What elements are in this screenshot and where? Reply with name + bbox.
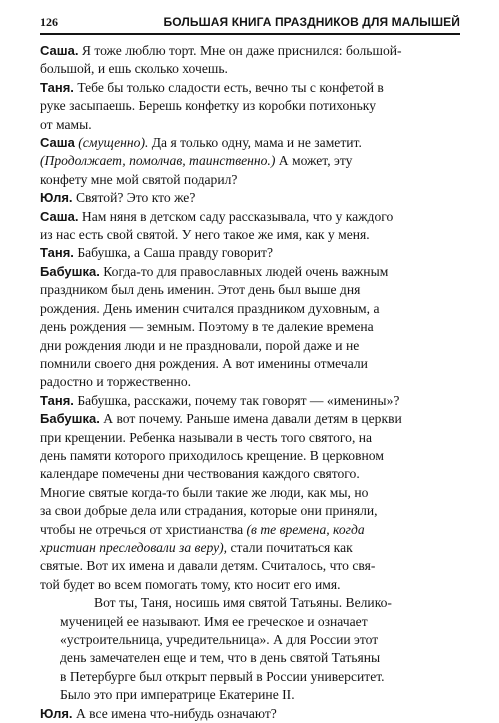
speaker-name: Юля. — [40, 705, 73, 721]
dialogue-text-line: руке засыпаешь. Берешь конфетку из коробки потихоньку — [40, 98, 377, 114]
dialogue-text-line: Было это при императрице Екатерине II. — [60, 687, 295, 703]
speaker-name: Бабушка. — [40, 263, 100, 279]
dialogue-text-line: Многие святые когда-то были такие же люди, как мы, но — [40, 484, 369, 500]
dialogue-line-sasha — [40, 208, 460, 245]
dialogue-text-line: праздником был день именин. Этот день был выше дня — [40, 282, 361, 298]
dialogue-text-line: Вот ты, Таня, носишь имя святой Татьяны. Велико- — [94, 595, 392, 611]
dialogue-text-line: календаре помечены дни чествования каждого святого. — [40, 466, 360, 482]
dialogue-text-line: Святой? Это кто же? — [75, 190, 196, 206]
dialogue-text-line: той будет во всем помогать тому, кто носит его имя. — [40, 576, 341, 592]
dialogue-text-line: Да я только одну, мама и не заметит. — [151, 135, 362, 151]
stage-direction: (смущенно). — [78, 135, 149, 151]
speaker-name: Юля. — [40, 190, 73, 206]
dialogue-text-line: из нас есть свой святой. У него такое же имя, как у меня. — [40, 227, 370, 243]
dialogue-line-grandma — [40, 410, 460, 594]
dialogue-text-line: чтобы не отречься от христианства — [40, 521, 244, 537]
dialogue-text-line: Я тоже люблю торт. Мне он даже приснился: большой- — [81, 43, 402, 58]
running-title: БОЛЬШАЯ КНИГА ПРАЗДНИКОВ ДЛЯ МАЛЫШЕЙ — [163, 15, 460, 29]
dialogue-line-grandma — [40, 263, 460, 392]
dialogue-continuation — [40, 594, 460, 704]
dialogue-text-line: «устроительница, учредительница». А для России этот — [60, 632, 379, 647]
dialogue-text-line: А может, эту — [278, 153, 353, 169]
dialogue-text-line: святые. Вот их имена и давали детям. Считалось, что свя- — [40, 558, 376, 574]
page-number: 126 — [40, 15, 58, 29]
dialogue-text-line: Бабушка, расскажи, почему так говорят — «именины»? — [77, 392, 400, 408]
dialogue-text-line: большой, и ешь сколько хочешь. — [40, 61, 228, 77]
speaker-name: Бабушка. — [40, 411, 100, 427]
dialogue-line-sasha — [40, 42, 460, 79]
dialogue-text-line: рождения. День именин считался праздником духовным, а — [40, 300, 380, 316]
stage-direction: (Продолжает, помолчав, таинственно.) — [40, 153, 276, 169]
dialogue-text-line: стали почитаться как — [230, 539, 353, 555]
speaker-name: Саша — [40, 135, 75, 151]
speaker-name: Таня. — [40, 79, 74, 95]
dialogue-line-sasha — [40, 134, 460, 189]
dialogue-text — [40, 42, 460, 723]
dialogue-text-line: день памяти которого приходилось крещение. В церковном — [40, 447, 384, 463]
dialogue-line-tanya — [40, 79, 460, 134]
dialogue-text-line: Нам няня в детском саду рассказывала, что у каждого — [81, 208, 394, 224]
italic-aside: христиан преследовали за веру), — [40, 539, 228, 555]
dialogue-text-line: при крещении. Ребенка называли в честь того святого, на — [40, 429, 373, 445]
dialogue-line-yulya — [40, 705, 460, 723]
speaker-name: Таня. — [40, 245, 74, 261]
dialogue-text-line: мученицей ее называют. Имя ее греческое и означает — [60, 613, 368, 629]
dialogue-text-line: А вот почему. Раньше имена давали детям в церкви — [103, 411, 402, 427]
dialogue-text-line: конфету мне мой святой подарил? — [40, 171, 238, 187]
speaker-name: Саша. — [40, 43, 79, 58]
dialogue-text-line: день рождения — земным. Поэтому в те далекие времена — [40, 319, 374, 335]
dialogue-text-line: день замечателен еще и тем, что в день святой Татьяны — [60, 650, 381, 666]
dialogue-text-line: в Петербурге был открыт первый в России университет. — [60, 668, 385, 684]
dialogue-text-line: радостно и торжественно. — [40, 374, 192, 390]
speaker-name: Саша. — [40, 208, 79, 224]
dialogue-text-line: Когда-то для православных людей очень важным — [103, 263, 389, 279]
dialogue-text-line: помнили своего дня рождения. А вот именины отмечали — [40, 355, 368, 371]
dialogue-line-yulya — [40, 189, 460, 207]
dialogue-text-line: Бабушка, а Саша правду говорит? — [77, 245, 273, 261]
dialogue-line-tanya — [40, 392, 460, 410]
page-header — [40, 13, 460, 35]
italic-aside: (в те времена, когда — [246, 521, 365, 537]
dialogue-text-line: Тебе бы только сладости есть, вечно ты с конфетой в — [77, 79, 384, 95]
dialogue-text-line: А все имена что-нибудь означают? — [75, 705, 277, 721]
dialogue-text-line: дни рождения люди и не праздновали, порой даже и не — [40, 337, 360, 353]
speaker-name: Таня. — [40, 392, 74, 408]
dialogue-text-line: за свои добрые дела или страдания, которые они приняли, — [40, 503, 378, 519]
dialogue-line-tanya — [40, 244, 460, 262]
dialogue-text-line: от мамы. — [40, 116, 92, 132]
